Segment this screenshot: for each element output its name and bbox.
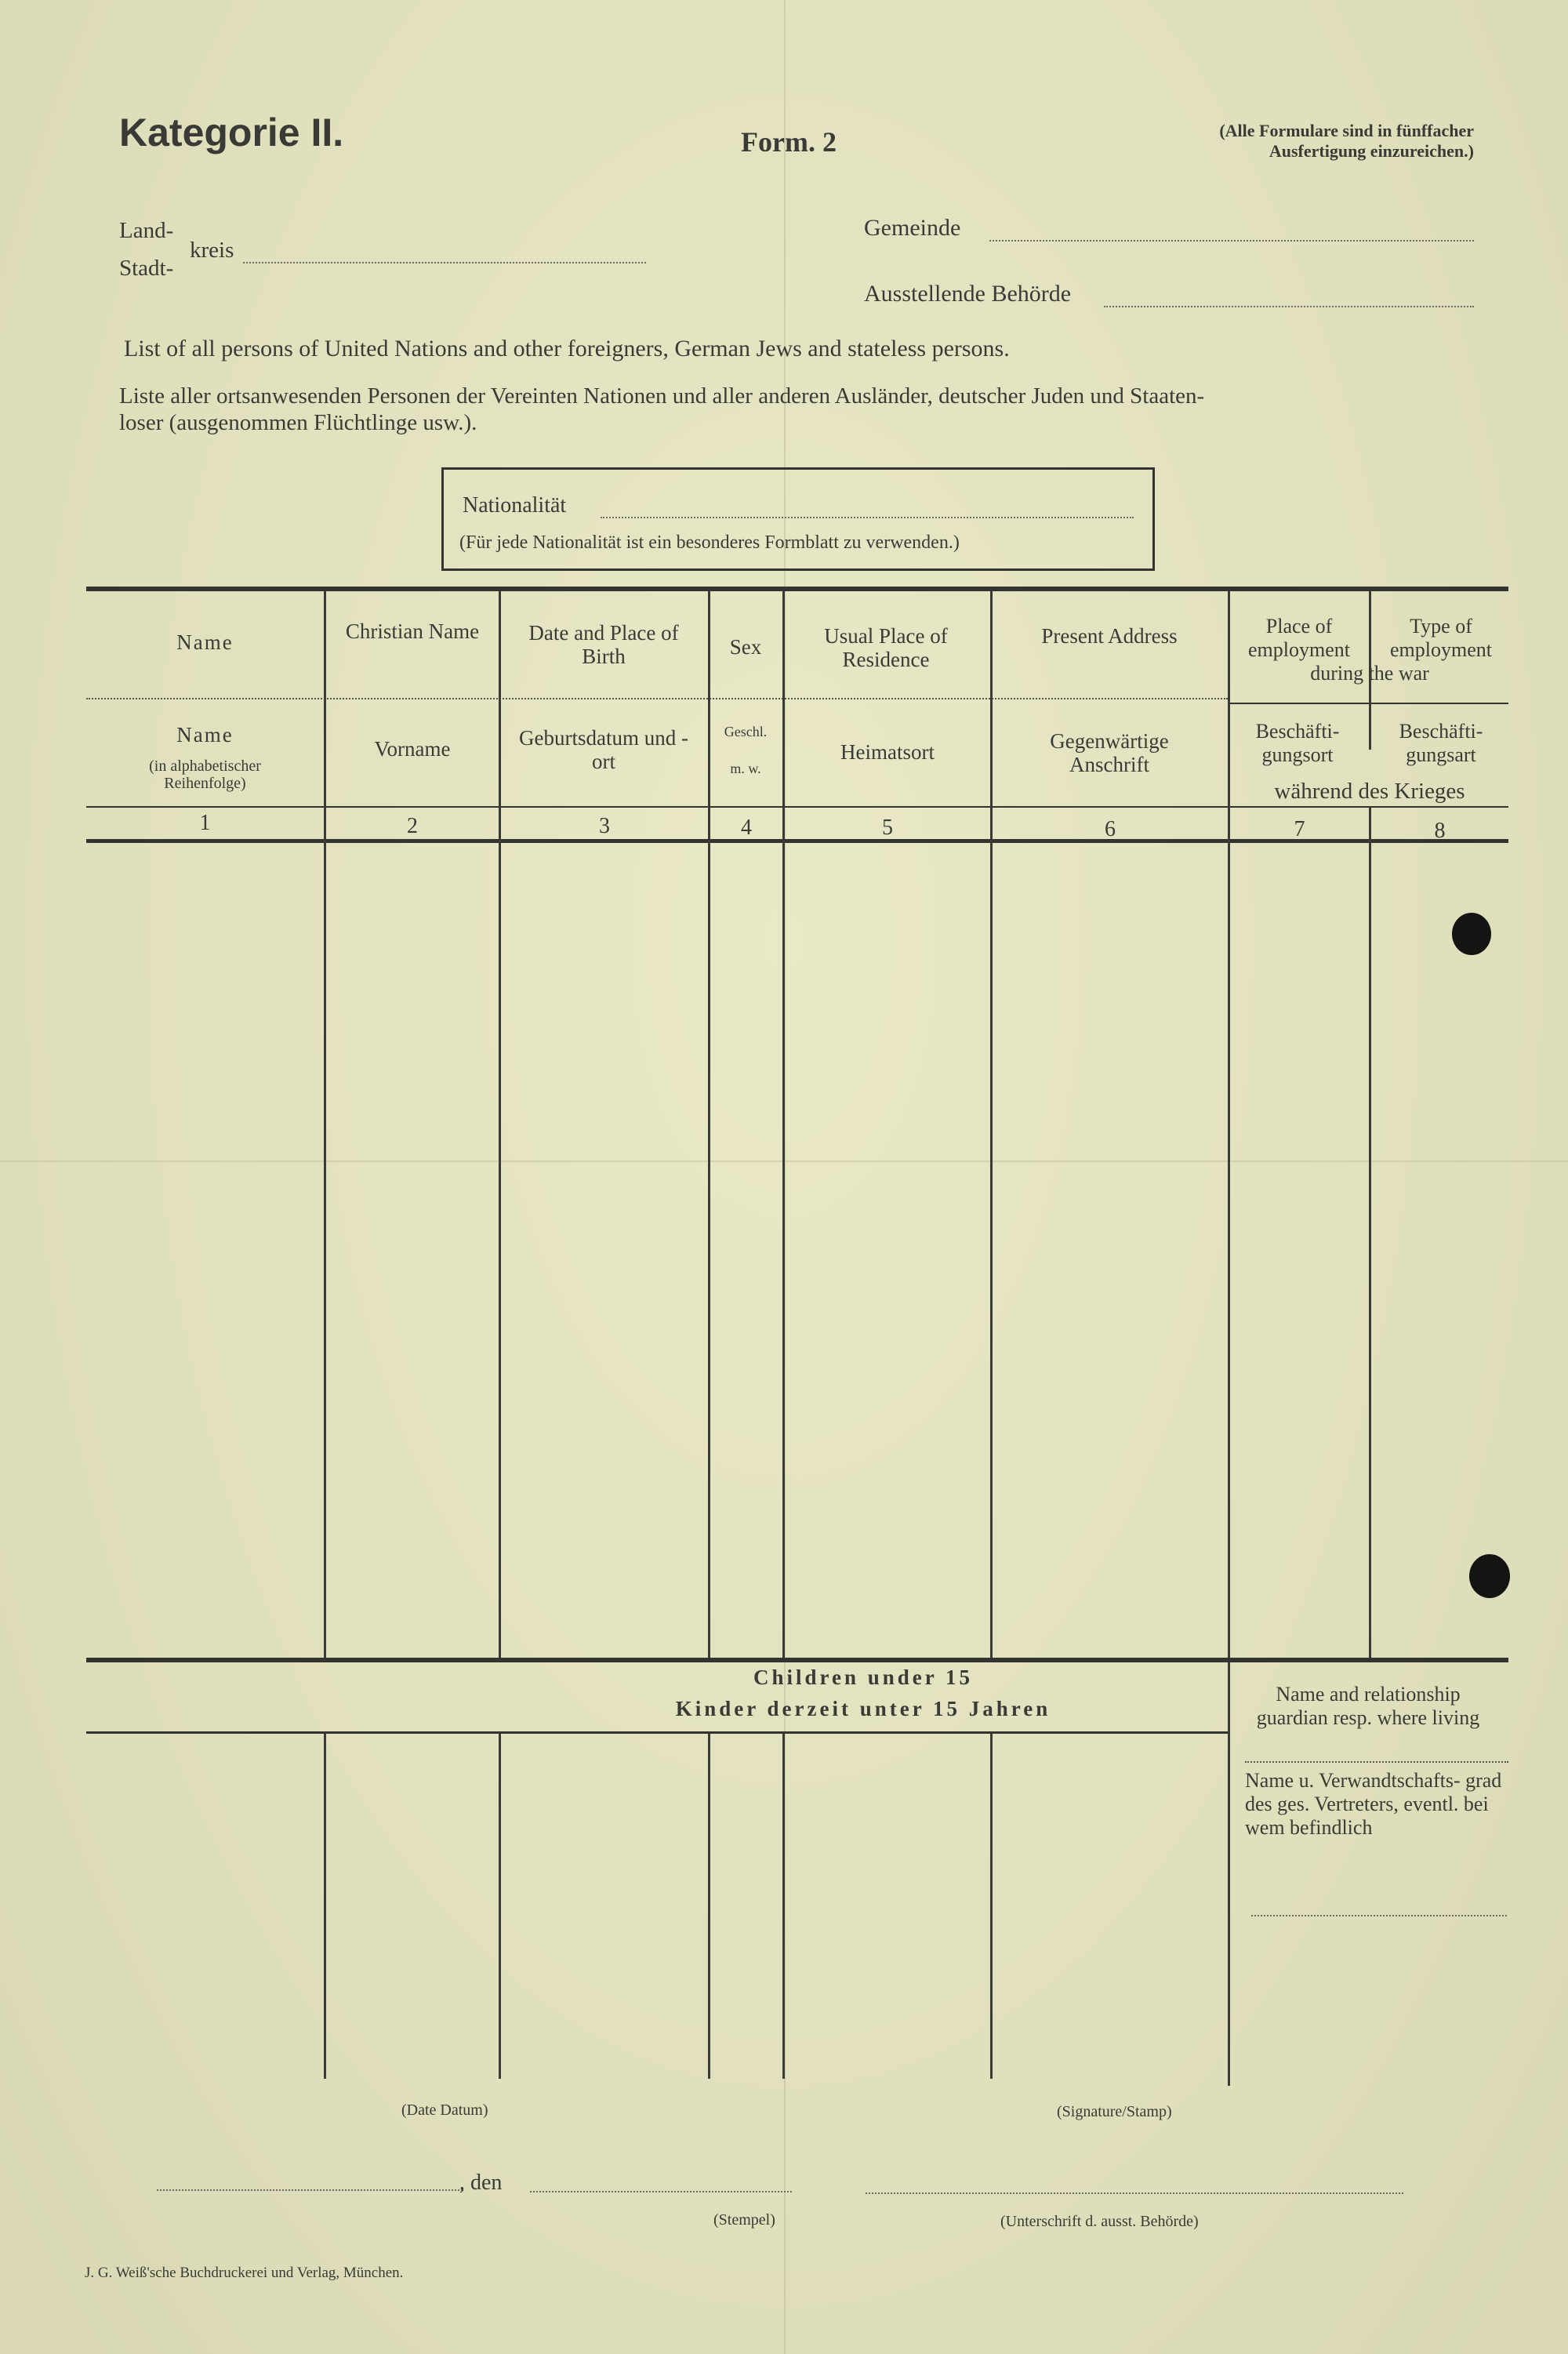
table-bottom-rule [86,1658,1508,1662]
children-title-de: Kinder derzeit unter 15 Jahren [675,1697,1051,1720]
col-3-header-de: Geburtsdatum und -ort [519,726,688,773]
nationality-box [441,467,1155,571]
date-field[interactable] [530,2191,792,2192]
printer-imprint: J. G. Weiß'sche Buchdruckerei und Verlag, München. [85,2265,404,2281]
copies-note-line2: Ausfertigung einzureichen.) [1269,141,1474,161]
child-col-line-2 [499,1734,501,2079]
col-1-header-de-note: (in alphabetischer Reihenfolge) [149,757,261,792]
col-3-header-en: Date and Place of Birth [528,621,679,668]
punch-hole-bottom [1469,1554,1510,1598]
land-label: Land- [119,218,174,243]
col-1-header-de: Name [176,723,234,747]
place-field[interactable] [157,2189,463,2191]
intro-english: List of all persons of United Nations and other foreigners, German Jews and stateless persons. [124,336,1010,361]
child-col-line-1 [324,1734,326,2079]
nationality-note: (Für jede Nationalität ist ein besonderes Formblatt zu verwenden.) [459,532,960,553]
col-line-3 [708,591,710,1658]
col-line-2 [499,591,501,1658]
category-title: Kategorie II. [119,111,344,154]
col-7-header-de: Beschäfti- gungsort [1255,720,1340,766]
guardian-divider [1245,1761,1508,1763]
guardian-label-en: Name and relationship guardian resp. where living [1256,1683,1480,1729]
form-number: Form. 2 [741,126,837,158]
stadt-label: Stadt- [119,256,174,281]
header-divider-left [86,698,1228,699]
col-2-header-de: Vorname [374,737,451,761]
table-top-rule [86,587,1508,591]
col-line-5 [990,591,993,1658]
gemeinde-label: Gemeinde [864,215,961,241]
header-divider-right [1228,703,1508,704]
col-4-header-de: Geschl. [724,724,768,739]
nationality-label: Nationalität [463,493,567,518]
col-line-6 [1228,591,1230,1658]
behoerde-label: Ausstellende Behörde [864,281,1072,307]
unterschrift-label: (Unterschrift d. ausst. Behörde) [1000,2213,1199,2230]
col-6-header-en: Present Address [1041,624,1178,648]
col-7-header-en: Place of employment [1248,615,1350,661]
war-label-de: während des Krieges [1274,779,1465,804]
date-label: (Date Datum) [401,2102,488,2119]
child-col-line-5 [990,1734,993,2079]
war-label-en: during the war [1310,662,1429,685]
col-2-header-en: Christian Name [345,619,480,643]
child-col-line-4 [782,1734,785,2079]
guardian-label-de: Name u. Verwandtschafts- grad des ges. Vertreters, eventl. bei wem befindlich [1245,1769,1502,1839]
punch-hole-top [1452,913,1491,955]
col-4-header-de-note: m. w. [730,761,761,776]
col-1-header-en: Name [176,630,234,654]
children-title-en: Children under 15 [753,1666,974,1689]
copies-note-line1: (Alle Formulare sind in fünffacher [1219,121,1474,140]
col-8-number: 8 [1434,819,1446,843]
col-line-7-mid [1369,703,1371,750]
col-1-number: 1 [199,811,211,835]
col-7-number: 7 [1294,817,1305,841]
intro-german-line2: loser (ausgenommen Flüchtlinge usw.). [119,410,477,435]
copies-note [1019,121,1474,162]
guardian-field[interactable] [1251,1915,1507,1916]
children-guardian-divider [1228,1662,1230,2086]
col-line-7-bottom [1369,806,1371,1658]
col-8-header-de: Beschäfti- gungsart [1399,720,1483,766]
gemeinde-field[interactable] [989,240,1474,242]
signature-field[interactable] [866,2192,1403,2194]
col-6-number: 6 [1105,817,1116,841]
kreis-field[interactable] [243,262,646,263]
stempel-label: (Stempel) [713,2211,775,2229]
intro-german [119,383,1483,436]
header-num-rule [86,806,1508,808]
col-4-header-en: Sex [729,635,762,659]
behoerde-field[interactable] [1104,306,1474,307]
col-4-number: 4 [741,816,752,840]
col-line-7-top [1369,591,1371,703]
intro-german-line1: Liste aller ortsanwesenden Personen der Vereinten Nationen und aller anderen Ausländer, deutscher Juden und Staaten- [119,383,1205,409]
col-5-header-en: Usual Place of Residence [824,624,948,671]
nationality-field[interactable] [601,517,1134,518]
den-label: , den [459,2171,503,2195]
col-6-header-de: Gegenwärtige Anschrift [1050,729,1169,776]
col-2-number: 2 [407,814,418,838]
col-8-header-en: Type of employment [1390,615,1492,661]
col-5-number: 5 [882,816,893,840]
col-5-header-de: Heimatsort [840,740,935,764]
child-col-line-3 [708,1734,710,2079]
signature-label: (Signature/Stamp) [1057,2103,1172,2120]
col-3-number: 3 [599,814,610,838]
children-header-rule [86,1731,1228,1734]
kreis-label: kreis [190,238,234,263]
